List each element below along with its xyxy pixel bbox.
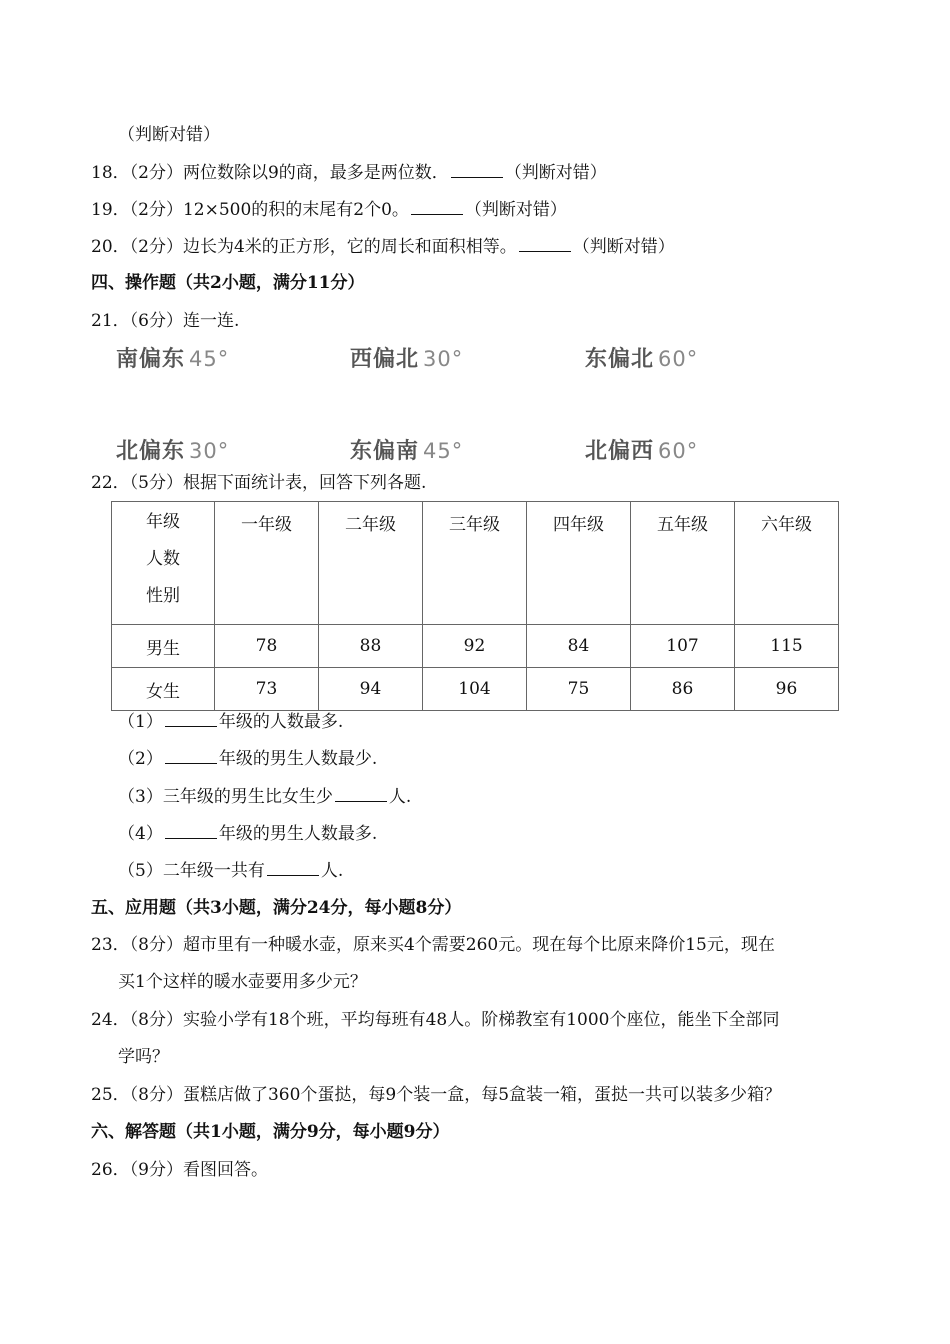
subquestion-22-2: （2） 年级的男生人数最少. bbox=[118, 749, 378, 769]
table-cell: 73 bbox=[215, 668, 319, 711]
question-number: 19． bbox=[91, 200, 130, 220]
grade-header: 一年级 bbox=[215, 502, 319, 625]
table-cell: 92 bbox=[423, 625, 527, 668]
question-24-line-2: 学吗？ bbox=[118, 1047, 169, 1067]
grade-header: 三年级 bbox=[423, 502, 527, 625]
statistics-table bbox=[111, 501, 839, 711]
question-number: 20． bbox=[91, 237, 130, 257]
answer-blank[interactable] bbox=[267, 859, 319, 876]
question-23-line-2: 买1个这样的暖水壶要用多少元？ bbox=[118, 972, 367, 992]
table-cell: 104 bbox=[423, 668, 527, 711]
table-cell: 75 bbox=[527, 668, 631, 711]
grade-header: 四年级 bbox=[527, 502, 631, 625]
table-cell: 84 bbox=[527, 625, 631, 668]
grade-header: 二年级 bbox=[319, 502, 423, 625]
answer-blank[interactable] bbox=[451, 161, 503, 178]
direction-bottom-2[interactable]: 东偏南 45° bbox=[350, 439, 464, 464]
question-number: 26． bbox=[91, 1160, 130, 1180]
table-cell: 78 bbox=[215, 625, 319, 668]
question-number: 25． bbox=[91, 1085, 130, 1105]
table-row-girls bbox=[112, 668, 839, 711]
question-text: （2分）两位数除以9的商，最多是两位数． bbox=[129, 163, 449, 183]
question-number: 22． bbox=[91, 473, 130, 493]
table-cell: 96 bbox=[735, 668, 839, 711]
question-26 bbox=[91, 1159, 268, 1181]
question-19 bbox=[91, 198, 567, 221]
direction-bottom-1[interactable]: 北偏东 30° bbox=[116, 439, 230, 464]
question-number: 24． bbox=[91, 1010, 130, 1030]
question-number: 23． bbox=[91, 935, 130, 955]
question-22 bbox=[91, 472, 426, 494]
section-4-heading: 四、操作题（共2小题，满分11分） bbox=[91, 273, 365, 293]
grade-header: 六年级 bbox=[735, 502, 839, 625]
question-text: （9分）看图回答。 bbox=[129, 1160, 268, 1180]
question-20 bbox=[91, 235, 675, 258]
question-25: 25．（8分）蛋糕店做了360个蛋挞，每9个装一盒，每5盒装一箱，蛋挞一共可以装多少箱？ bbox=[91, 1085, 782, 1105]
subquestion-22-4: （4） 年级的男生人数最多. bbox=[118, 824, 378, 844]
answer-blank[interactable] bbox=[519, 235, 571, 252]
direction-bottom-3[interactable]: 北偏西 60° bbox=[585, 439, 699, 464]
row-label: 男生 bbox=[112, 625, 215, 668]
question-text: （2分）边长为4米的正方形，它的周长和面积相等。 bbox=[129, 237, 517, 257]
subquestion-22-3: （3）三年级的男生比女生少 人. bbox=[118, 787, 412, 807]
row-label: 女生 bbox=[112, 668, 215, 711]
answer-blank[interactable] bbox=[165, 747, 217, 764]
table-cell: 107 bbox=[631, 625, 735, 668]
q17-tail: （判断对错） bbox=[118, 125, 220, 145]
question-text: （2分）12×500的积的末尾有2个0。 bbox=[129, 200, 409, 220]
question-23-line-1: 23．（8分）超市里有一种暖水壶，原来买4个需要260元。现在每个比原来降价15元，现在 bbox=[91, 935, 775, 955]
direction-top-3[interactable]: 东偏北 60° bbox=[585, 347, 699, 372]
question-tail: （判断对错） bbox=[572, 237, 675, 257]
table-cell: 94 bbox=[319, 668, 423, 711]
table-row-boys bbox=[112, 625, 839, 668]
question-24-line-1: 24．（8分）实验小学有18个班，平均每班有48人。阶梯教室有1000个座位，能坐下全部同 bbox=[91, 1010, 780, 1030]
answer-blank[interactable] bbox=[165, 822, 217, 839]
direction-top-2[interactable]: 西偏北 30° bbox=[350, 347, 464, 372]
question-21 bbox=[91, 310, 239, 332]
table-cell: 88 bbox=[319, 625, 423, 668]
answer-blank[interactable] bbox=[165, 710, 217, 727]
subquestion-22-5: （5）二年级一共有 人. bbox=[118, 861, 344, 881]
subquestion-22-1: （1） 年级的人数最多. bbox=[118, 712, 344, 732]
answer-blank[interactable] bbox=[411, 198, 463, 215]
grade-header: 五年级 bbox=[631, 502, 735, 625]
table-cell: 115 bbox=[735, 625, 839, 668]
direction-top-1[interactable]: 南偏东 45° bbox=[116, 347, 230, 372]
question-18 bbox=[91, 161, 607, 184]
table-cell: 86 bbox=[631, 668, 735, 711]
question-tail: （判断对错） bbox=[504, 163, 607, 183]
section-5-heading: 五、应用题（共3小题，满分24分，每小题8分） bbox=[91, 898, 462, 918]
table-corner-header: 年级 人数 性别 bbox=[112, 502, 215, 625]
question-tail: （判断对错） bbox=[464, 200, 567, 220]
question-number: 21． bbox=[91, 311, 130, 331]
question-text: （5分）根据下面统计表，回答下列各题. bbox=[129, 473, 427, 493]
question-number: 18． bbox=[91, 163, 130, 183]
answer-blank[interactable] bbox=[335, 785, 387, 802]
section-6-heading: 六、解答题（共1小题，满分9分，每小题9分） bbox=[91, 1122, 450, 1142]
question-text: （6分）连一连. bbox=[129, 311, 240, 331]
